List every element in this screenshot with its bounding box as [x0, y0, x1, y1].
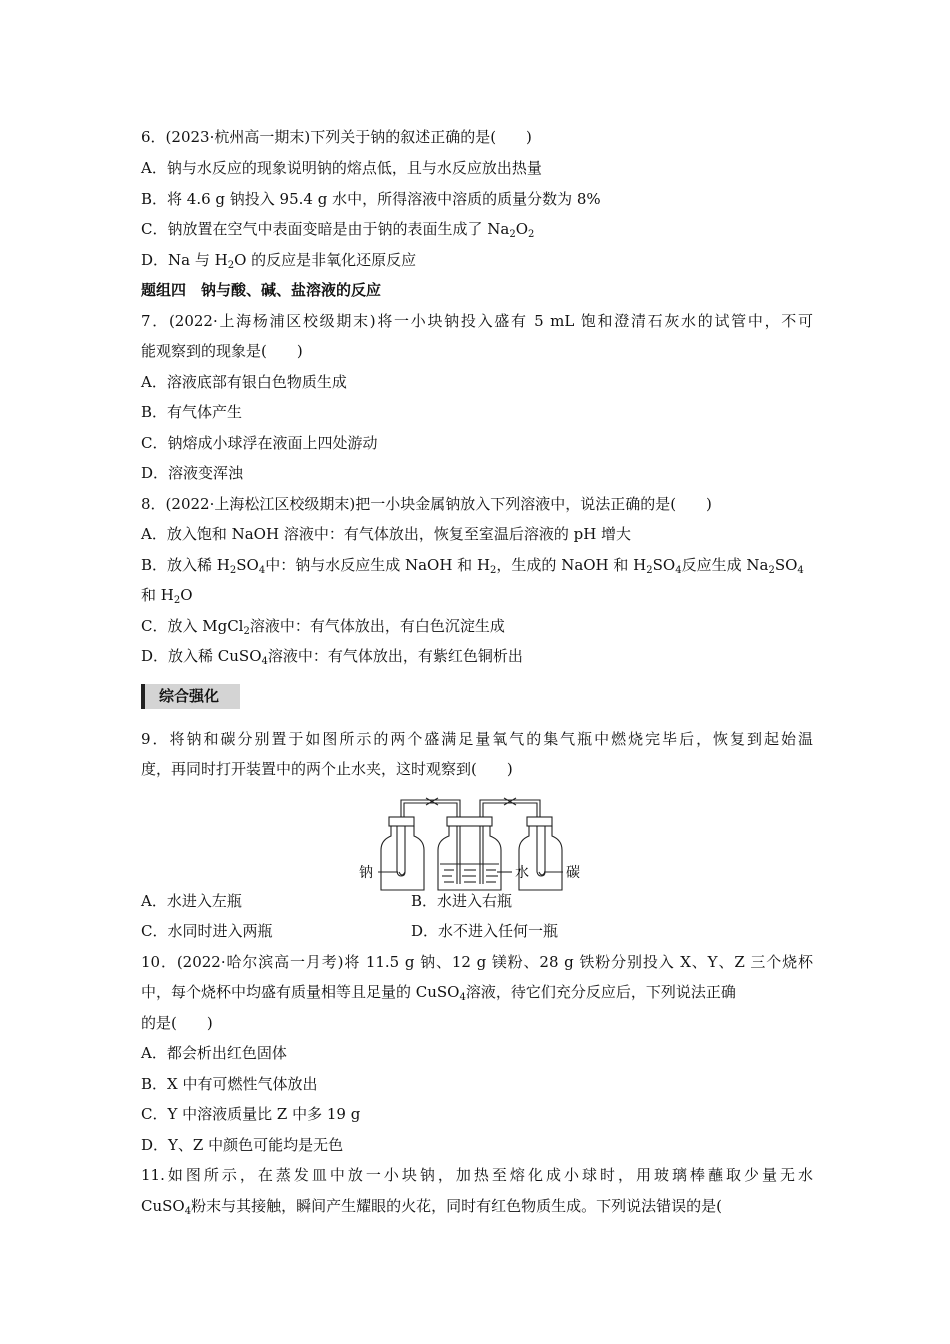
q9-option-a: A．水进入左瓶 [141, 892, 242, 910]
q6-option-d: D．Na 与 $H_2O$ 的反应是非氧化还原反应 [141, 251, 417, 271]
label-carbon: 碳 [566, 865, 580, 881]
q10-option-a: A．都会析出红色固体 [141, 1044, 287, 1062]
q8-option-c: C．放入 MgCl$_2$溶液中：有气体放出，有白色沉淀生成 [141, 617, 505, 637]
q10-option-b: B．X 中有可燃性气体放出 [141, 1075, 318, 1093]
q9-stem-line2: 度，再同时打开装置中的两个止水夹，这时观察到( ) [141, 760, 513, 778]
apparatus-diagram [356, 792, 601, 892]
q10-stem-line2: 中，每个烧杯中均盛有质量相等且足量的 CuSO$_4$溶液，待它们充分反应后，下列说法正确 [141, 983, 736, 1003]
q9-option-b: B．水进入右瓶 [411, 892, 513, 910]
q7-option-d: D．溶液变浑浊 [141, 464, 244, 482]
section-title: 综合强化 [159, 687, 220, 705]
q9-stem-line1: 9．将钠和碳分别置于如图所示的两个盛满足量氧气的集气瓶中燃烧完毕后，恢复到起始温 [141, 730, 813, 748]
right-spoon [537, 826, 545, 876]
q10-option-d: D．Y、Z 中颜色可能均是无色 [141, 1136, 344, 1154]
middle-bottle-stopper [447, 817, 492, 826]
right-bottle-stopper [527, 817, 552, 826]
q6-option-c: C．钠放置在空气中表面变暗是由于钠的表面生成了 $Na_2O_2$ [141, 220, 535, 240]
right-clamp-icon [504, 798, 516, 805]
left-bottle [381, 826, 424, 890]
q10-option-c: C．Y 中溶液质量比 Z 中多 19 g [141, 1105, 361, 1123]
q6-stem: 6．(2023·杭州高一期末)下列关于钠的叙述正确的是( ) [141, 128, 532, 146]
q8-option-a: A．放入饱和 NaOH 溶液中：有气体放出，恢复至室温后溶液的 pH 增大 [141, 525, 632, 543]
q8-option-b-line2: 和 $H_2O$ [141, 586, 193, 606]
q11-stem-line2: CuSO$_4$粉末与其接触，瞬间产生耀眼的火花，同时有红色物质生成。下列说法错误的是( [141, 1197, 722, 1217]
q6-option-a: A．钠与水反应的现象说明钠的熔点低，且与水反应放出热量 [141, 159, 542, 177]
q7-stem-line1: 7．(2022·上海杨浦区校级期末)将一小块钠投入盛有 5 mL 饱和澄清石灰水的试管中，不可 [141, 312, 813, 330]
q7-stem-line2: 能观察到的现象是( ) [141, 342, 303, 360]
q10-stem-line3: 的是( ) [141, 1014, 213, 1032]
group4-heading: 题组四 钠与酸、碱、盐溶液的反应 [141, 281, 382, 299]
q7-option-c: C．钠熔成小球浮在液面上四处游动 [141, 434, 378, 452]
left-clamp-icon [426, 798, 438, 805]
q10-stem-line1: 10．(2022·哈尔滨高一月考)将 11.5 g 钠、12 g 镁粉、28 g 铁粉分别投入 X、Y、Z 三个烧杯 [141, 953, 813, 971]
q11-stem-line1: 11.如图所示，在蒸发皿中放一小块钠，加热至熔化成小球时，用玻璃棒蘸取少量无水 [141, 1166, 813, 1184]
label-water: 水 [515, 865, 529, 881]
q7-option-b: B．有气体产生 [141, 403, 243, 421]
left-spoon [397, 826, 405, 876]
q8-option-d: D．放入稀 CuSO$_4$溶液中：有气体放出，有紫红色铜析出 [141, 647, 523, 667]
q9-option-c: C．水同时进入两瓶 [141, 922, 273, 940]
q6-option-b: B．将 4.6 g 钠投入 95.4 g 水中，所得溶液中溶质的质量分数为 8% [141, 190, 601, 208]
q9-option-d: D．水不进入任何一瓶 [411, 922, 559, 940]
left-bottle-stopper [389, 817, 414, 826]
q8-stem: 8．(2022·上海松江区校级期末)把一小块金属钠放入下列溶液中，说法正确的是( ) [141, 495, 712, 513]
middle-bottle [438, 826, 501, 890]
section-badge [141, 684, 240, 709]
label-sodium: 钠 [359, 865, 373, 881]
q8-option-b-line1: B．放入稀 $H_2SO_4$中：钠与水反应生成 NaOH 和 $H_2$，生成的 NaOH 和 $H_2SO_4$反应生成 $Na_2SO_4$ [141, 556, 804, 576]
q7-option-a: A．溶液底部有银白色物质生成 [141, 373, 347, 391]
